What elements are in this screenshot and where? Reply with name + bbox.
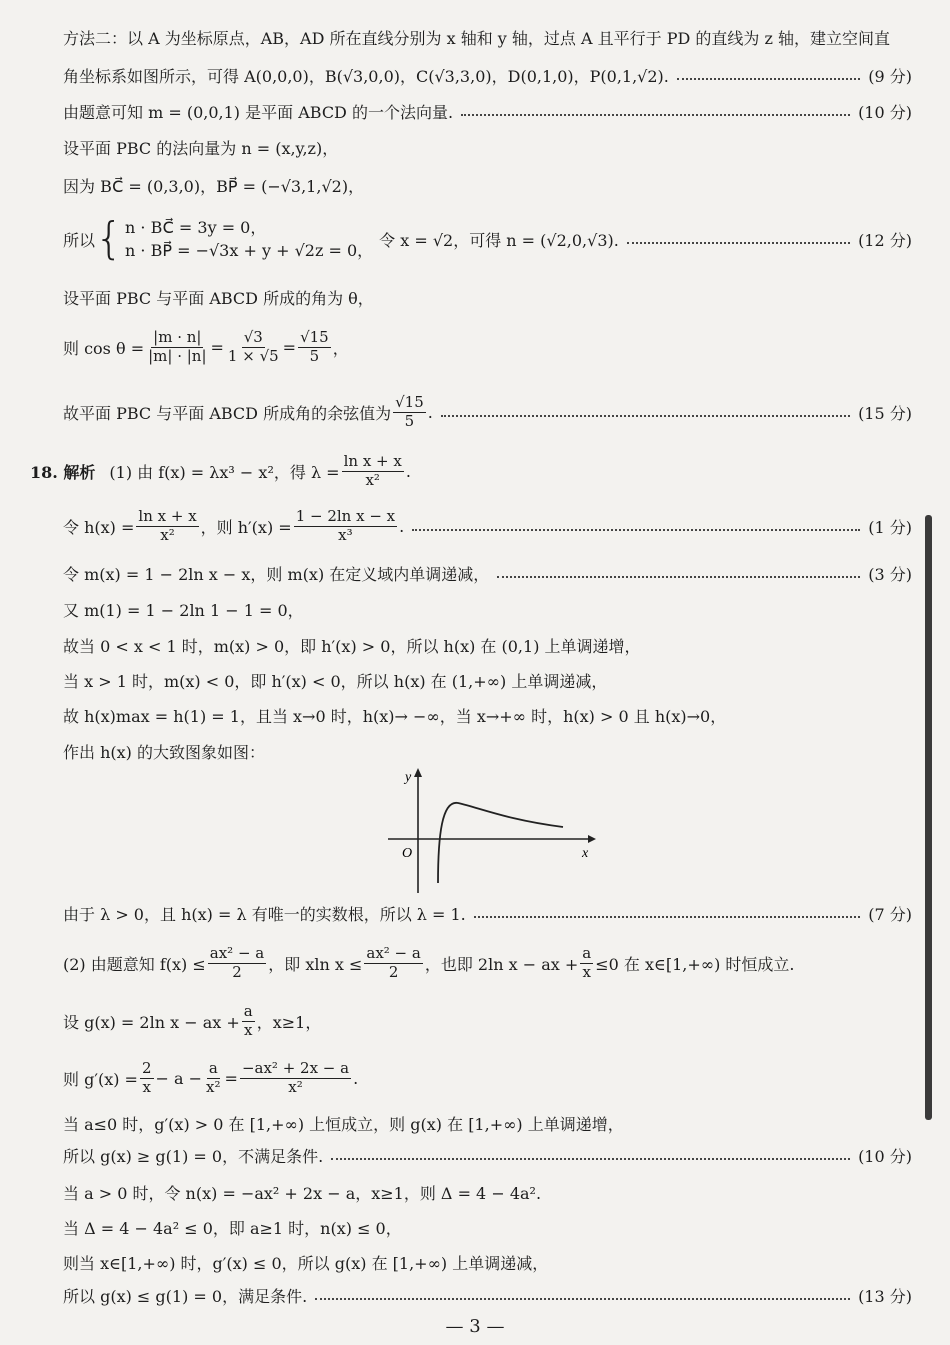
denominator: 1 × √5 xyxy=(227,346,279,365)
numerator: 1 − 2ln x − x xyxy=(295,507,396,526)
formula-line xyxy=(63,503,912,549)
text-line xyxy=(63,594,912,624)
left-brace: { xyxy=(95,213,124,264)
text-line xyxy=(63,1108,912,1138)
text-line xyxy=(63,22,912,52)
text-line xyxy=(63,282,912,312)
formula-line xyxy=(63,998,912,1044)
numerator: ln x + x xyxy=(343,452,402,471)
text-line xyxy=(63,96,912,126)
formula-line xyxy=(63,322,912,372)
text-line xyxy=(63,558,912,588)
leader-dots xyxy=(461,114,850,116)
numerator: a xyxy=(582,944,592,963)
line-text: ，即 xln x ≤ xyxy=(268,954,363,974)
numerator: −ax² + 2x − a xyxy=(241,1059,350,1078)
text-line xyxy=(63,630,912,660)
equation: n · BC⃗ = 3y = 0， xyxy=(125,217,267,237)
line-text: 所以 g(x) ≥ g(1) = 0，不满足条件. xyxy=(63,1146,324,1166)
line-text: ≤0 在 x∈[1,+∞) 时恒成立. xyxy=(595,954,795,974)
equation: n · BP⃗ = −√3x + y + √2z = 0， xyxy=(125,241,374,260)
text-line xyxy=(63,665,912,695)
line-text: 所以 g(x) ≤ g(1) = 0，满足条件. xyxy=(63,1286,308,1306)
denominator: x xyxy=(244,1020,253,1039)
line-text: 又 m(1) = 1 − 2ln 1 − 1 = 0， xyxy=(63,600,304,620)
fraction xyxy=(136,508,198,544)
leader-dots xyxy=(677,78,860,80)
denominator: x² xyxy=(365,470,380,489)
score-label: (10 分) xyxy=(858,1146,912,1166)
leader-dots xyxy=(331,1158,850,1160)
numerator: ax² − a xyxy=(209,944,265,963)
score-label: (15 分) xyxy=(858,403,912,423)
line-text: 方法二：以 A 为坐标原点，AB，AD 所在直线分别为 x 轴和 y 轴，过点 A 且平行于 PD 的直线为 z 轴，建立空间直 xyxy=(63,28,891,48)
fraction xyxy=(140,1060,154,1096)
line-text: 作出 h(x) 的大致图象如图： xyxy=(63,742,265,762)
fraction xyxy=(240,1060,351,1096)
fraction xyxy=(393,394,426,430)
score-label: (7 分) xyxy=(868,904,912,924)
line-text: ， xyxy=(332,338,349,358)
line-text: 当 Δ = 4 − 4a² ≤ 0，即 a≥1 时，n(x) ≤ 0， xyxy=(63,1218,402,1238)
line-text: ，x≥1， xyxy=(256,1012,322,1032)
formula-line xyxy=(63,388,912,436)
line-text: = xyxy=(210,337,224,357)
text-line xyxy=(63,60,912,90)
line-text: 令 h(x) = xyxy=(63,517,135,537)
numerator: ln x + x xyxy=(138,507,197,526)
denominator: x xyxy=(142,1077,151,1096)
score-label: (12 分) xyxy=(858,230,912,250)
text-line xyxy=(63,736,912,766)
line-text: 故平面 PBC 与平面 ABCD 所成角的余弦值为 xyxy=(63,403,392,423)
numerator: √15 xyxy=(395,393,424,412)
line-text: 设平面 PBC 的法向量为 n = (x,y,z)， xyxy=(63,138,339,158)
fraction xyxy=(146,329,208,365)
line-text: = xyxy=(282,337,297,357)
denominator: 2 xyxy=(232,962,242,981)
denominator: x³ xyxy=(338,525,353,544)
line-text: . xyxy=(405,461,411,481)
line-text: = xyxy=(224,1068,238,1088)
fraction xyxy=(242,1003,255,1039)
text-line xyxy=(63,170,912,200)
denominator: x xyxy=(582,962,591,981)
line-text: . xyxy=(353,1068,359,1088)
score-label: (9 分) xyxy=(868,66,912,86)
text-line xyxy=(63,1212,912,1242)
line-text: 令 m(x) = 1 − 2ln x − x，则 m(x) 在定义域内单调递减， xyxy=(63,564,490,584)
line-text: 设平面 PBC 与平面 ABCD 所成的角为 θ， xyxy=(63,288,374,308)
fraction xyxy=(204,1060,222,1096)
line-text: 当 a≤0 时，g′(x) > 0 在 [1,+∞) 上恒成立，则 g(x) 在 [1,+∞) 上单调递增， xyxy=(63,1114,624,1134)
fraction xyxy=(580,945,593,981)
leader-dots xyxy=(497,576,860,578)
line-text: 由题意可知 m = (0,0,1) 是平面 ABCD 的一个法向量. xyxy=(63,102,454,122)
line-text: 则 g′(x) = xyxy=(63,1069,138,1089)
line-text: (2) 由题意知 f(x) ≤ xyxy=(63,954,206,974)
line-text: . xyxy=(427,402,433,422)
line-text: 因为 BC⃗ = (0,3,0)，BP⃗ = (−√3,1,√2)， xyxy=(63,176,365,196)
fraction xyxy=(226,329,281,365)
line-text: 由于 λ > 0，且 h(x) = λ 有唯一的实数根，所以 λ = 1. xyxy=(63,904,466,924)
formula-line xyxy=(30,448,912,494)
x-axis-label: x xyxy=(582,846,589,861)
denominator: x² xyxy=(160,525,175,544)
denominator: x² xyxy=(206,1077,221,1096)
numerator: |m · n| xyxy=(153,328,202,347)
line-text: − a − xyxy=(155,1068,203,1088)
line-text: 设 g(x) = 2ln x − ax + xyxy=(63,1012,240,1032)
score-label: (3 分) xyxy=(868,564,912,584)
text-line xyxy=(63,1177,912,1207)
denominator: 2 xyxy=(388,962,399,981)
line-text: 当 a > 0 时，令 n(x) = −ax² + 2x − a，x≥1，则 Δ = 4 − 4a². xyxy=(63,1183,542,1203)
line-text: 故 h(x)max = h(1) = 1，且当 x→0 时，h(x)→ −∞，当 x→+∞ 时，h(x) > 0 且 h(x)→0， xyxy=(63,706,727,726)
equation-system xyxy=(125,216,373,262)
fraction xyxy=(208,945,266,981)
line-text: 故当 0 < x < 1 时，m(x) > 0，即 h′(x) > 0，所以 h(x) 在 (0,1) 上单调递增， xyxy=(63,636,641,656)
fraction xyxy=(342,453,404,489)
fraction xyxy=(294,508,397,544)
leader-dots xyxy=(627,242,850,244)
text-line xyxy=(63,132,912,162)
fraction xyxy=(298,329,331,365)
line-text: 当 x > 1 时，m(x) < 0，即 h′(x) < 0，所以 h(x) 在 (1,+∞) 上单调递减， xyxy=(63,671,608,691)
formula-line xyxy=(63,940,912,986)
line-text: 则当 x∈[1,+∞) 时，g′(x) ≤ 0，所以 g(x) 在 [1,+∞) 上单调递减， xyxy=(63,1253,549,1273)
text-line xyxy=(63,700,912,730)
text-line xyxy=(63,1140,912,1170)
line-text: 角坐标系如图所示，可得 A(0,0,0)，B(√3,0,0)，C(√3,3,0)，D(0,1,0)，P(0,1,√2). xyxy=(63,66,669,86)
origin-label: O xyxy=(402,846,413,861)
y-axis-arrow xyxy=(414,768,422,777)
line-text: 则 cos θ = xyxy=(63,338,145,358)
numerator: √3 xyxy=(243,328,263,347)
equation-system-line xyxy=(63,208,912,270)
page-number: — 3 — xyxy=(445,1316,505,1337)
text-line xyxy=(63,898,912,928)
function-graph xyxy=(388,765,598,895)
leader-dots xyxy=(412,529,860,531)
line-text: 令 x = √2，可得 n = (√2,0,√3). xyxy=(379,230,619,250)
numerator: √15 xyxy=(300,328,329,347)
h-curve xyxy=(438,803,563,883)
score-label: (13 分) xyxy=(858,1286,912,1306)
line-text: 所以 xyxy=(63,230,96,250)
fraction xyxy=(364,945,422,981)
score-label: (10 分) xyxy=(858,102,912,122)
denominator: 5 xyxy=(309,346,320,365)
line-text: ，也即 2ln x − ax + xyxy=(424,954,579,974)
numerator: ax² − a xyxy=(366,944,421,963)
denominator: x² xyxy=(288,1077,303,1096)
leader-dots xyxy=(441,415,850,417)
numerator: a xyxy=(208,1059,218,1078)
line-text: ，则 h′(x) = xyxy=(200,517,292,537)
line-text: . xyxy=(399,516,405,536)
formula-line xyxy=(63,1055,912,1101)
denominator: 5 xyxy=(404,411,415,430)
numerator: 2 xyxy=(141,1059,152,1078)
x-axis-arrow xyxy=(588,835,596,843)
leader-dots xyxy=(474,916,860,918)
text-line xyxy=(63,1280,912,1310)
line-text: (1) 由 f(x) = λx³ − x²，得 λ = xyxy=(109,462,340,482)
score-label: (1 分) xyxy=(868,517,912,537)
denominator: |m| · |n| xyxy=(148,346,207,365)
scrollbar[interactable] xyxy=(925,515,932,1120)
question-number: 18. 解析 xyxy=(30,462,96,482)
leader-dots xyxy=(315,1298,850,1300)
text-line xyxy=(63,1247,912,1277)
numerator: a xyxy=(243,1002,253,1021)
y-axis-label: y xyxy=(405,770,412,785)
